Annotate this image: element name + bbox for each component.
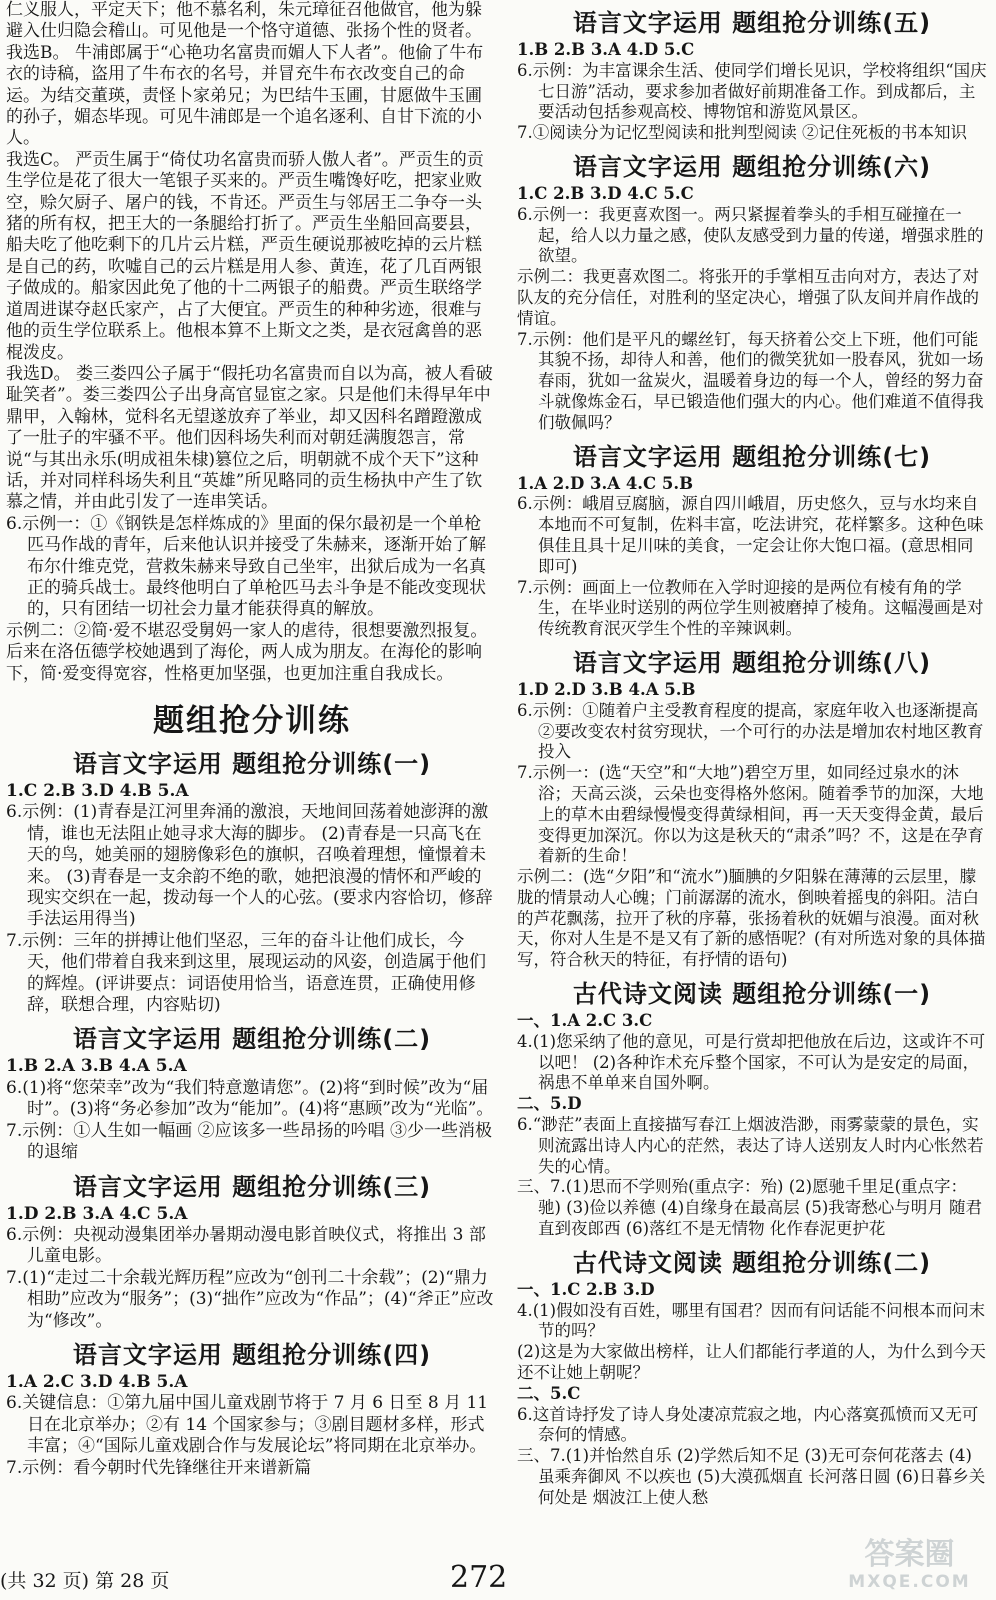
paragraph: 我选D。 娄三娄四公子属于“假托功名富贵而自以为高，被人看破耻笑者”。娄三娄四公子出身高官显宦之家。只是他们未得早年中鼎甲，入翰林，觉科名无望遂放弃了举业，却又因科名蹭蹬激成了一肚子的牢骚不平。他们因科场失利而对朝廷满腹怨言，常说“与其出永乐(明成祖朱棣)篡位之后，明朝就不成个天下”这种话，并对同样科场失利且“英雄”所见略同的贡生杨执中产生了钦慕之情，并由此引发了一连串笑话。 (6, 363, 493, 513)
answer-key: 1.B 2.B 3.A 4.D 5.C (517, 40, 695, 59)
answer-item: 7.示例：画面上一位教师在入学时迎接的是两位有棱有角的学生，在毕业时送别的两位学生则被磨掉了棱角。这幅漫画是对传统教育泯灭学生个性的辛辣讽刺。 (517, 577, 984, 639)
answer-item: 6.示例：(1)青春是江河里奔涌的激浪，天地间回荡着她澎湃的激情，谁也无法阻止她寻求大海的脚步。 (2)青春是一只高飞在天的鸟，她美丽的翅膀像彩色的旗帜，召唤着理想，憧憬着未来。 (3)青春是一支余韵不绝的歌，她把浪漫的情怀和严峻的现实交织在一起，拨动每一个人的心弦。(要求内容恰切，修辞手法运用得当) (6, 802, 493, 930)
answer-key: 一、1.A 2.C 3.C (517, 1011, 653, 1031)
page-number: 272 (450, 1560, 508, 1595)
section-heading: 语言文字运用 题组抢分训练(一) (72, 750, 432, 778)
paragraph: 示例二：(选“夕阳”和“流水”)腼腆的夕阳躲在薄薄的云层里，朦胧的情景动人心魄；门前潺潺的流水，倒映着摇曳的斜阳。洁白的芦花飘荡，拉开了秋的序幕，张扬着秋的妩媚与浪漫。面对秋天，你对人生是不是又有了新的感悟呢？(有对所选对象的具体描写，符合秋天的特征，有抒情的语句) (517, 867, 986, 970)
section-heading: 语言文字运用 题组抢分训练(五) (572, 9, 932, 37)
paragraph: 仁义服人，平定天下；他不慕名利，朱元璋征召他做官，他为躲避入仕归隐会稽山。可见他是一个恪守道德、张扬个性的贤者。 (6, 0, 482, 42)
answer-item: 7.示例：看今朝时代先锋继往开来谱新篇 (6, 1457, 312, 1478)
answer-item: 4.(1)您采纳了他的意见，可是行赏却把他放在后边，这或许不可以吧！ (2)各种诈术充斥整个国家，不可认为是安定的局面，祸患不单单来自国外啊。 (517, 1031, 986, 1093)
answer-item: 4.(1)假如没有百姓，哪里有国君？因而有问话能不问根本而问末节的吗？ (517, 1300, 986, 1341)
answer-item: 6.示例一：我更喜欢图一。两只紧握着拳头的手相互碰撞在一起，给人以力量之感，使队友感受到力量的传递，增强求胜的欲望。 (517, 204, 984, 266)
answer-item: 6.(1)将“您荣幸”改为“我们特意邀请您”。(2)将“到时候”改为“届时”。(3)将“务必参加”改为“能加”。(4)将“惠顾”改为“光临”。 (6, 1077, 494, 1120)
section-heading: 语言文字运用 题组抢分训练(八) (572, 648, 932, 677)
answer-key: 1.A 2.C 3.D 4.B 5.A (6, 1371, 188, 1392)
answer-item: 6.这首诗抒发了诗人身处凄凉荒寂之地，内心落寞孤愤而又无可奈何的情感。 (517, 1404, 979, 1445)
answer-item: 6.示例一：①《钢铁是怎样炼成的》里面的保尔最初是一个单枪匹马作战的青年，后来他认识并接受了朱赫来，逐渐开始了解布尔什维克党，营救朱赫来导致自己坐牢，出狱后成为一名真正的骑兵战士。最终他明白了单枪匹马去斗争是不能改变现状的，只有团结一切社会力量才能获得真的解放。 (6, 513, 486, 620)
answer-key: 1.D 2.B 3.A 4.C 5.A (6, 1203, 188, 1224)
paragraph: 我选B。 牛浦郎属于“心艳功名富贵而媚人下人者”。他偷了牛布衣的诗稿，盗用了牛布衣的名号，并冒充牛布衣改变自己的命运。为结交董瑛，责怪卜家弟兄；为巴结牛玉圃，甘愿做牛玉圃的孙子，媚态毕现。可见牛浦郎是一个追名逐利、自甘下流的小人。 (6, 42, 484, 149)
answer-item: 6.示例：为丰富课余生活、使同学们增长见识，学校将组织“国庆七日游”活动，要求参加者做好前期准备工作。到成都后，主要活动包括参观高校、博物馆和游览风景区。 (517, 60, 987, 122)
section-heading: 语言文字运用 题组抢分训练(二) (72, 1025, 432, 1054)
answer-item: 7.示例：他们是平凡的螺丝钉，每天挤着公交上下班，他们可能其貌不扬，却待人和善，他们的微笑犹如一股春风，犹如一场春雨，犹如一盆炭火，温暖着身边的每一个人，曾经的努力奋斗就像炼金石，早已锻造他们强大的内心。他们难道不值得我们敬佩吗？ (517, 329, 984, 432)
answer-item: 7.(1)“走过二十余载光辉历程”应改为“创刊二十余载”；(2)“鼎力相助”应改为“服务”；(3)“拙作”应改为“作品”；(4)“斧正”应改为“修改”。 (6, 1267, 494, 1331)
section-heading: 语言文字运用 题组抢分训练(四) (72, 1340, 432, 1369)
answer-key: 二、5.D (517, 1094, 582, 1114)
footer-page-info: (共 32 页) 第 28 页 (0, 1570, 170, 1592)
answer-item: 6.“渺茫”表面上直接描写春江上烟波浩渺，雨雾蒙蒙的景色，实则流露出诗人内心的茫然，表达了诗人送别友人时内心怅然若失的心情。 (517, 1115, 984, 1176)
watermark-logo (832, 1538, 987, 1596)
section-heading: 语言文字运用 题组抢分训练(六) (572, 152, 932, 181)
answer-item: 7.①阅读分为记忆型阅读和批判型阅读 ②记住死板的书本知识 (517, 123, 967, 143)
answer-item: 6.示例：央视动漫集团举办暑期动漫电影首映仪式，将推出 3 部儿童电影。 (6, 1224, 486, 1267)
section-heading: 语言文字运用 题组抢分训练(三) (72, 1172, 432, 1201)
paragraph: 示例二：我更喜欢图二。将张开的手掌相互击向对方，表达了对队友的充分信任，对胜利的坚定决心，增强了队友间并肩作战的情谊。 (517, 267, 979, 328)
paragraph: 示例二：②简·爱不堪忍受舅妈一家人的虐待，很想要激烈报复。后来在洛伍德学校她遇到了海伦，两人成为朋友。在海伦的影响下，简·爱变得宽容，性格更加坚强，也更加注重自我成长。 (6, 620, 488, 684)
answer-key: 1.A 2.D 3.A 4.C 5.B (517, 473, 694, 493)
section-heading: 语言文字运用 题组抢分训练(七) (572, 442, 932, 471)
answer-item: 7.示例一：(选“天空”和“大地”)碧空万里，如同经过泉水的沐浴；天高云淡，云朵也变得格外悠闲。随着季节的加深，大地上的草木由碧绿慢慢变得黄绿相间，再一天天变得金黄，最后变得更加深沉。你以为这是秋天的“肃杀”吗？不，这是在孕育着新的生命！ (517, 763, 984, 866)
section-heading: 古代诗文阅读 题组抢分训练(二) (572, 1248, 932, 1277)
answer-item: 三、7.(1)并怡然自乐 (2)学然后知不足 (3)无可奈何花落去 (4)虽乘奔御风 不以疾也 (5)大漠孤烟直 长河落日圆 (6)日暮乡关何处是 烟波江上使人愁 (517, 1446, 986, 1507)
answer-item: 6.示例：峨眉豆腐脑，源自四川峨眉，历史悠久，豆与水均来自本地而不可复制，佐料丰富，吃法讲究，花样繁多。这种色味俱佳且具十足川味的美食，一定会让你大饱口福。(意思相同即可) (517, 494, 984, 576)
answer-key: 一、1.C 2.B 3.D (517, 1279, 655, 1299)
answer-item: 6.关键信息：①第九届中国儿童戏剧节将于 7 月 6 日至 8 月 11 日在北京举办；②有 14 个国家参与；③剧目题材多样，形式丰富；④“国际儿童戏剧合作与发展论坛”将同期在北京举办。 (6, 1393, 489, 1457)
paragraph: 我选C。 严贡生属于“倚仗功名富贵而骄人傲人者”。严贡生的贡生学位是花了很大一笔银子买来的。严贡生嘴馋好吃，把家业败空，赊欠厨子、屠户的钱，不肯还。严贡生与邻居王二争夺一头猪的所有权，把王大的一条腿给打折了。严贡生坐船回高要县，船夫吃了他吃剩下的几片云片糕，严贡生硬说那被吃掉的云片糕是自己的药，吹嘘自己的云片糕是用人参、黄连，花了几百两银子做成的。船家因此免了他的十二两银子的船费。严贡生联络学道周进谋夺赵氏家产，占了大便宜。严贡生的种种劣迹，很难与他的贡生学位联系上。他根本算不上斯文之类，是衣冠禽兽的恶棍泼皮。 (6, 149, 484, 363)
answer-item: 三、7.(1)思而不学则殆(重点字：殆) (2)愿驰千里足(重点字：驰) (3)俭以养德 (4)自缘身在最高层 (5)我寄愁心与明月 随君直到夜郎西 (6)落红不是无情物 化作春泥更护花 (517, 1177, 983, 1239)
right-column (517, 0, 987, 1509)
watermark-url: MXQE.COM (848, 1572, 971, 1592)
left-column (6, 0, 498, 1479)
chapter-title: 题组抢分训练 (153, 703, 351, 739)
section-heading: 古代诗文阅读 题组抢分训练(一) (572, 980, 932, 1009)
paragraph: (2)这是为大家做出榜样，让人们都能行孝道的人，为什么到今天还不让她上朝呢？ (517, 1342, 986, 1383)
answer-key: 1.C 2.B 3.D 4.B 5.A (6, 781, 189, 801)
answer-item: 7.示例：三年的拼搏让他们坚忍，三年的奋斗让他们成长，今天，他们带着自我来到这里，展现运动的风姿，创造属于他们的辉煌。(评讲要点：词语使用恰当，语意连贯，正确使用修辞，联想合理，内容贴切) (6, 930, 486, 1016)
answer-key: 1.D 2.D 3.B 4.A 5.B (517, 679, 696, 699)
answer-key: 1.C 2.B 3.D 4.C 5.C (517, 183, 694, 203)
answer-key: 二、5.C (517, 1383, 581, 1403)
watermark-text: 答案圈 (864, 1537, 955, 1572)
answer-key: 1.B 2.A 3.B 4.A 5.A (6, 1056, 187, 1077)
answer-item: 6.示例：①随着户主受教育程度的提高，家庭年收入也逐渐提高 ②要改变农村贫穷现状，一个可行的办法是增加农村地区教育投入 (517, 700, 984, 762)
answer-item: 7.示例：①人生如一幅画 ②应该多一些昂扬的吟唱 ③少一些消极的退缩 (6, 1120, 493, 1163)
